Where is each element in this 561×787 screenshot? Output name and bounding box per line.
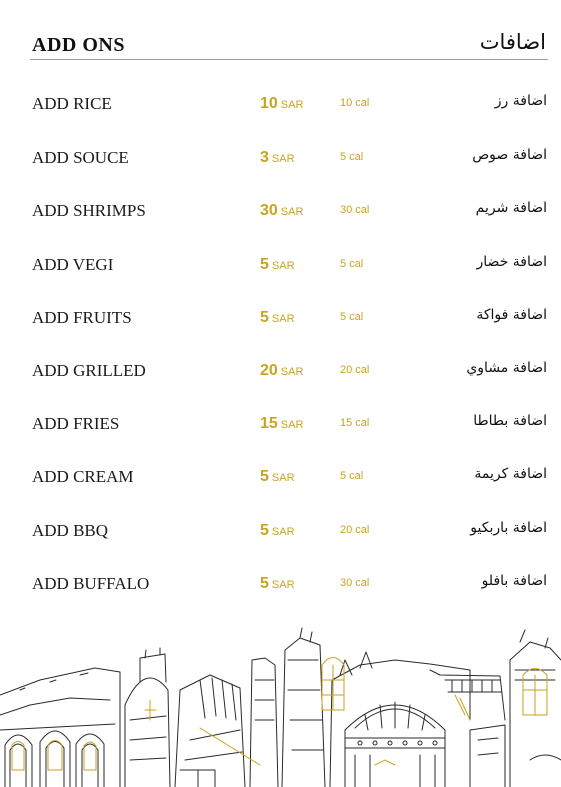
price-currency: SAR — [271, 153, 295, 165]
item-name-en: ADD RICE — [32, 94, 112, 113]
menu-item-shrimps — [0, 199, 561, 223]
item-name-en: ADD VEGI — [32, 255, 114, 274]
menu-item-grilled — [0, 359, 561, 383]
item-name-en: ADD FRIES — [32, 414, 120, 433]
item-price — [260, 413, 303, 433]
item-price — [260, 254, 295, 274]
menu-item-fruits — [0, 306, 561, 330]
item-name-ar: اضافة رز — [494, 93, 547, 109]
item-price — [260, 360, 303, 380]
price-currency: SAR — [271, 526, 295, 538]
price-value: 3 — [260, 149, 269, 166]
item-calories: 20 cal — [340, 524, 370, 536]
item-calories: 5 cal — [340, 151, 364, 163]
section-title-ar: اضافات — [479, 30, 546, 54]
item-name-ar: اضافة كريمة — [474, 466, 547, 482]
price-currency: SAR — [280, 366, 304, 378]
menu-item-rice — [0, 92, 561, 116]
price-currency: SAR — [271, 472, 295, 484]
item-calories: 10 cal — [340, 97, 370, 109]
menu-item-bbq — [0, 519, 561, 543]
price-value: 5 — [260, 575, 269, 592]
item-name-ar: اضافة بافلو — [481, 573, 547, 589]
item-name-ar: اضافة باربكيو — [470, 520, 547, 536]
item-name-en: ADD SOUCE — [32, 148, 129, 167]
item-calories: 5 cal — [340, 470, 364, 482]
item-name-ar: اضافة فواكة — [476, 307, 547, 323]
item-name-en: ADD SHRIMPS — [32, 201, 146, 220]
section-title-en: ADD ONS — [32, 34, 125, 56]
item-price — [260, 520, 295, 540]
item-name-en: ADD FRUITS — [32, 308, 132, 327]
item-name-en: ADD CREAM — [32, 467, 134, 486]
item-calories: 5 cal — [340, 258, 364, 270]
item-name-en: ADD BBQ — [32, 521, 109, 540]
item-name-ar: اضافة بطاطا — [473, 413, 547, 429]
item-calories: 30 cal — [340, 204, 370, 216]
price-value: 15 — [260, 415, 278, 432]
menu-item-souce — [0, 146, 561, 170]
menu-item-buffalo — [0, 572, 561, 596]
city-sketch-illustration — [0, 620, 561, 787]
item-price — [260, 466, 295, 486]
item-name-ar: اضافة مشاوي — [466, 360, 547, 376]
item-name-ar: اضافة خضار — [476, 254, 547, 270]
item-calories: 20 cal — [340, 364, 370, 376]
item-price — [260, 307, 295, 327]
price-currency: SAR — [280, 206, 304, 218]
item-price — [260, 93, 303, 113]
price-value: 10 — [260, 95, 278, 112]
price-value: 20 — [260, 362, 278, 379]
price-value: 5 — [260, 522, 269, 539]
price-currency: SAR — [280, 99, 304, 111]
price-value: 30 — [260, 202, 278, 219]
item-name-en: ADD BUFFALO — [32, 574, 150, 593]
item-price — [260, 573, 295, 593]
item-price — [260, 147, 295, 167]
price-currency: SAR — [280, 419, 304, 431]
item-calories: 5 cal — [340, 311, 364, 323]
item-calories: 30 cal — [340, 577, 370, 589]
item-name-ar: اضافة شريم — [475, 200, 547, 216]
price-currency: SAR — [271, 260, 295, 272]
item-calories: 15 cal — [340, 417, 370, 429]
price-currency: SAR — [271, 313, 295, 325]
price-currency: SAR — [271, 579, 295, 591]
menu-header — [30, 30, 548, 60]
menu-item-fries — [0, 412, 561, 436]
price-value: 5 — [260, 256, 269, 273]
item-name-en: ADD GRILLED — [32, 361, 146, 380]
menu-item-vegi — [0, 253, 561, 277]
price-value: 5 — [260, 468, 269, 485]
menu-item-cream — [0, 465, 561, 489]
item-name-ar: اضافة صوص — [472, 147, 547, 163]
item-price — [260, 200, 303, 220]
price-value: 5 — [260, 309, 269, 326]
